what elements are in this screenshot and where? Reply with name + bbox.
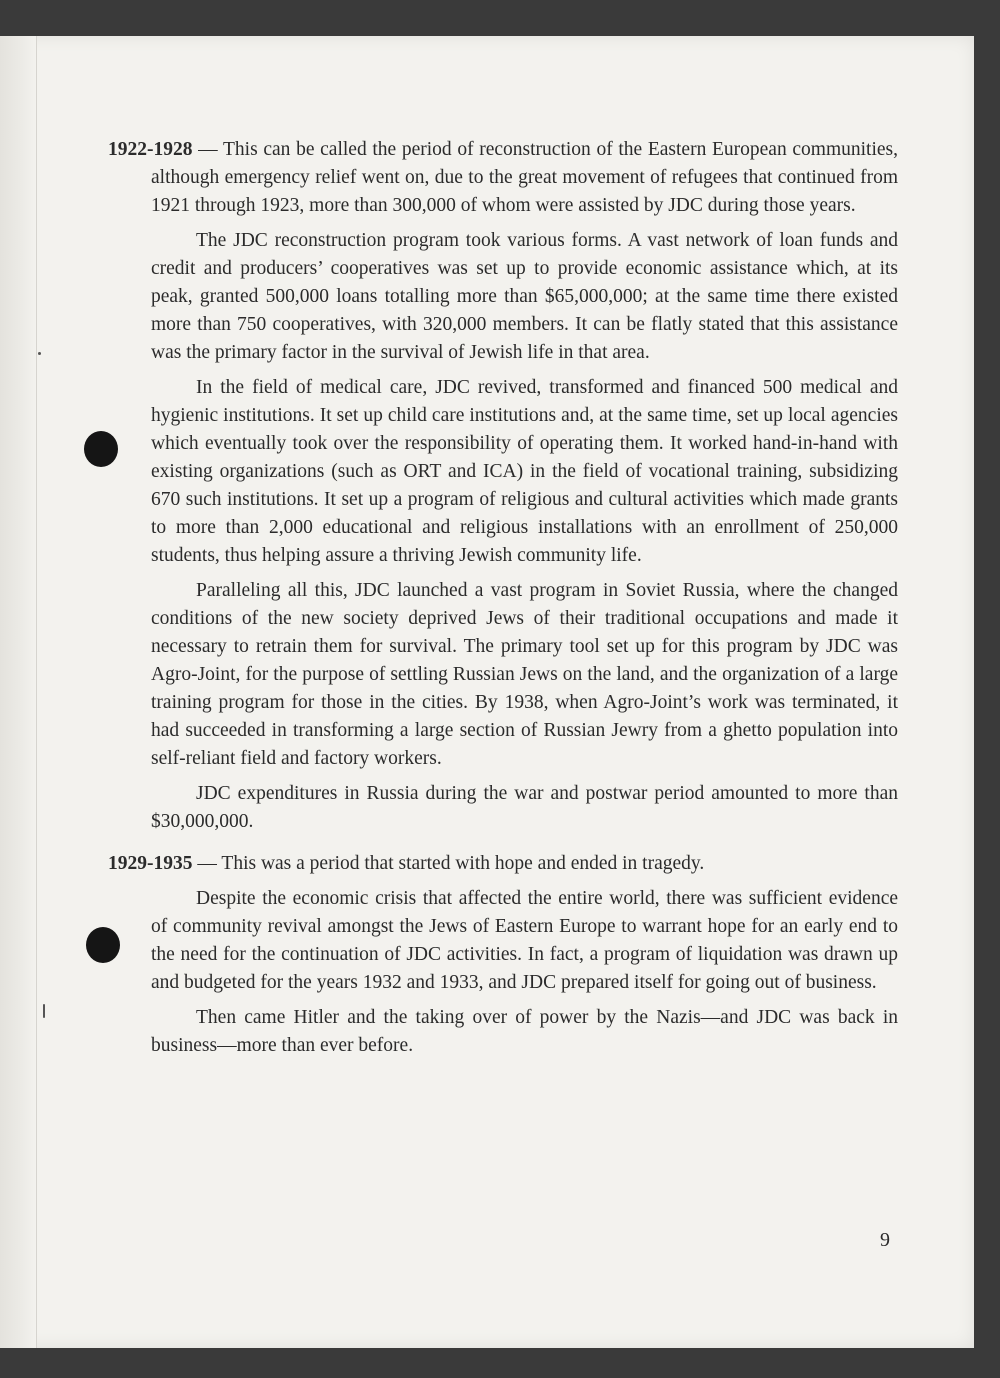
document-page [0, 36, 974, 1348]
em-dash: — [192, 139, 223, 160]
paper-speck [43, 1004, 45, 1018]
paragraph: Then came Hitler and the taking over of power by the Nazis—and JDC was back in business—more than ever before. [151, 1007, 898, 1056]
paragraph: Despite the economic crisis that affected the entire world, there was sufficient evidence of community revival amongst the Jews of Eastern Europe to warrant hope for an early end to the need for the continuation of JDC activities. In fact, a program of liquidation was drawn up and budgeted for the years 1932 and 1933, and JDC prepared itself for going out of business. [151, 888, 898, 993]
paragraph: Paralleling all this, JDC launched a vast program in Soviet Russia, where the changed conditions of the new society deprived Jews of their traditional occupations and made it necessary to retrain them for survival. The primary tool set up for this program by JDC was Agro-Joint, for the purpose of settling Russian Jews on the land, and the organization of a large training program for those in the cities. By 1938, when Agro-Joint’s work was terminated, it had succeeded in transforming a large section of Russian Jewry from a ghetto population into self-reliant field and factory workers. [151, 580, 898, 769]
body-text [108, 136, 898, 1067]
page-number: 9 [880, 1229, 890, 1251]
section-1929-1935-intro [108, 850, 898, 878]
section-intro-text: This can be called the period of reconstruction of the Eastern European communities, although emergency relief went on, due to the great movement of refugees that continued from 1921 through 1923, more than 300,000 of whom were assisted by JDC during those years. [151, 139, 898, 216]
section-1922-1928-intro [108, 136, 898, 220]
year-range: 1922-1928 [108, 139, 193, 160]
paper-speck [38, 352, 41, 355]
paragraph: In the field of medical care, JDC revived, transformed and financed 500 medical and hygienic institutions. It set up child care institutions and, at the same time, set up local agencies which eventually took over the responsibility of operating them. It worked hand-in-hand with existing organizations (such as ORT and ICA) in the field of vocational training, subsidizing 670 such institutions. It set up a program of religious and cultural activities which made grants to more than 2,000 educational and religious installations with an enrollment of 250,000 students, thus helping assure a thriving Jewish community life. [151, 377, 898, 566]
paragraph: JDC expenditures in Russia during the war and postwar period amounted to more than $30,000,000. [151, 783, 898, 832]
em-dash: — [192, 853, 222, 874]
section-intro-text: This was a period that started with hope and ended in tragedy. [221, 853, 705, 874]
binding-gutter [0, 36, 37, 1348]
paragraph: The JDC reconstruction program took various forms. A vast network of loan funds and credit and producers’ cooperatives was set up to provide economic assistance which, at its peak, granted 500,000 loans totalling more than $65,000,000; at the same time there existed more than 750 cooperatives, with 320,000 members. It can be flatly stated that this assistance was the primary factor in the survival of Jewish life in that area. [151, 230, 898, 363]
year-range: 1929-1935 [108, 853, 193, 874]
